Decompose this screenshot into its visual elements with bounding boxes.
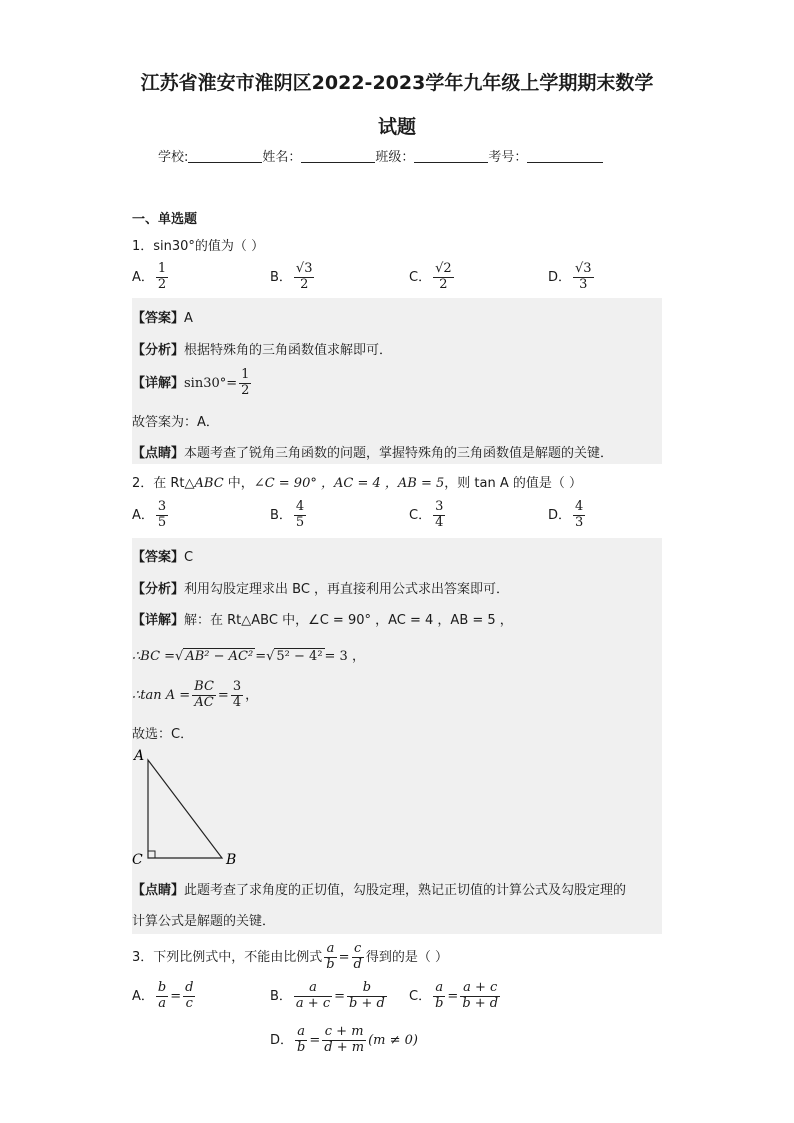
q2-stem: 2．在 Rt△ABC 中，∠C = 90° ，AC = 4 ，AB = 5，则 tan A 的值是（ ）	[132, 476, 582, 491]
student-info-row	[158, 146, 603, 165]
q1-analysis: 【分析】根据特殊角的三角函数值求解即可．	[132, 343, 393, 358]
exam-no-label: 考号：	[488, 150, 528, 165]
q1-option-a: A． $\frac{1}{2}$	[132, 261, 167, 292]
q3-option-b: B． $\frac{a}{a + c}$ = $\frac{b}{b + d}$	[270, 980, 385, 1011]
q2-detail: 【详解】解：在 Rt△ABC 中，∠C = 90° ，AC = 4 ，AB = 5 ，	[132, 613, 513, 628]
q1-comment: 【点睛】本题考查了锐角三角函数的问题，掌握特殊角的三角函数值是解题的关键．	[132, 446, 614, 461]
doc-title-line1: 江苏省淮安市淮阴区2022-2023学年九年级上学期期末数学	[140, 72, 654, 94]
vertex-b-label: B	[226, 852, 237, 868]
q2-answer: 【答案】C	[132, 550, 194, 565]
q1-option-d: D． $\frac{√3}{3}$	[548, 261, 592, 292]
q2-option-c: C． $\frac{3}{4}$	[409, 499, 444, 530]
class-blank	[414, 148, 488, 163]
name-blank	[301, 148, 375, 163]
doc-title-line2: 试题	[377, 116, 416, 138]
q2-option-d: D． $\frac{4}{3}$	[548, 499, 584, 530]
q1-option-c: C． $\frac{√2}{2}$	[409, 261, 452, 292]
q2-comment-line2: 计算公式是解题的关键．	[132, 914, 276, 929]
q1-answer: 【答案】A	[132, 311, 193, 326]
q1-stem: 1．sin30°的值为（ ）	[132, 239, 265, 254]
q2-comment-line1: 【点睛】此题考查了求角度的正切值，勾股定理，熟记正切值的计算公式及勾股定理的	[132, 883, 627, 898]
q3-stem: 3．下列比例式中，不能由比例式 $\frac{a}{b}$ = $\frac{c}{d}$ 得到的是（ ）	[132, 941, 448, 972]
q2-option-b: B． $\frac{4}{5}$	[270, 499, 305, 530]
q1-detail: 【详解】sin30°= $\frac{1}{2}$	[132, 367, 250, 398]
q3-option-a: A． $\frac{b}{a}$ = $\frac{d}{c}$	[132, 980, 194, 1011]
name-label: 姓名：	[262, 150, 302, 165]
q1-conclusion: 故答案为：A．	[132, 415, 219, 430]
school-label: 学校:	[158, 150, 189, 165]
class-label: 班级：	[375, 150, 415, 165]
q2-step-tan: ∴tan A = $\frac{BC}{AC}$ = $\frac{3}{4}$ ，	[132, 679, 259, 710]
q2-option-a: A． $\frac{3}{5}$	[132, 499, 167, 530]
q2-conclusion: 故选：C．	[132, 727, 194, 742]
q3-option-c: C． $\frac{a}{b}$ = $\frac{a + c}{b + d}$	[409, 980, 499, 1011]
q2-solution-box	[132, 538, 662, 934]
vertex-a-label: A	[134, 748, 145, 764]
school-blank	[188, 148, 262, 163]
q2-analysis: 【分析】利用勾股定理求出 BC ，再直接利用公式求出答案即可．	[132, 582, 510, 597]
triangle-shape	[148, 760, 222, 858]
right-angle-mark	[148, 851, 155, 858]
q1-option-b: B． $\frac{√3}{2}$	[270, 261, 313, 292]
q2-step-bc: ∴BC =√ AB² − AC² =√ 5² − 4² = 3 ，	[132, 649, 365, 664]
right-triangle-diagram	[128, 742, 248, 870]
q3-option-d: D． $\frac{a}{b}$ = $\frac{c + m}{d + m}$ (m ≠ 0)	[270, 1024, 418, 1055]
exam-no-blank	[527, 148, 603, 163]
section-heading: 一、单选题	[132, 212, 198, 227]
vertex-c-label: C	[132, 852, 143, 868]
